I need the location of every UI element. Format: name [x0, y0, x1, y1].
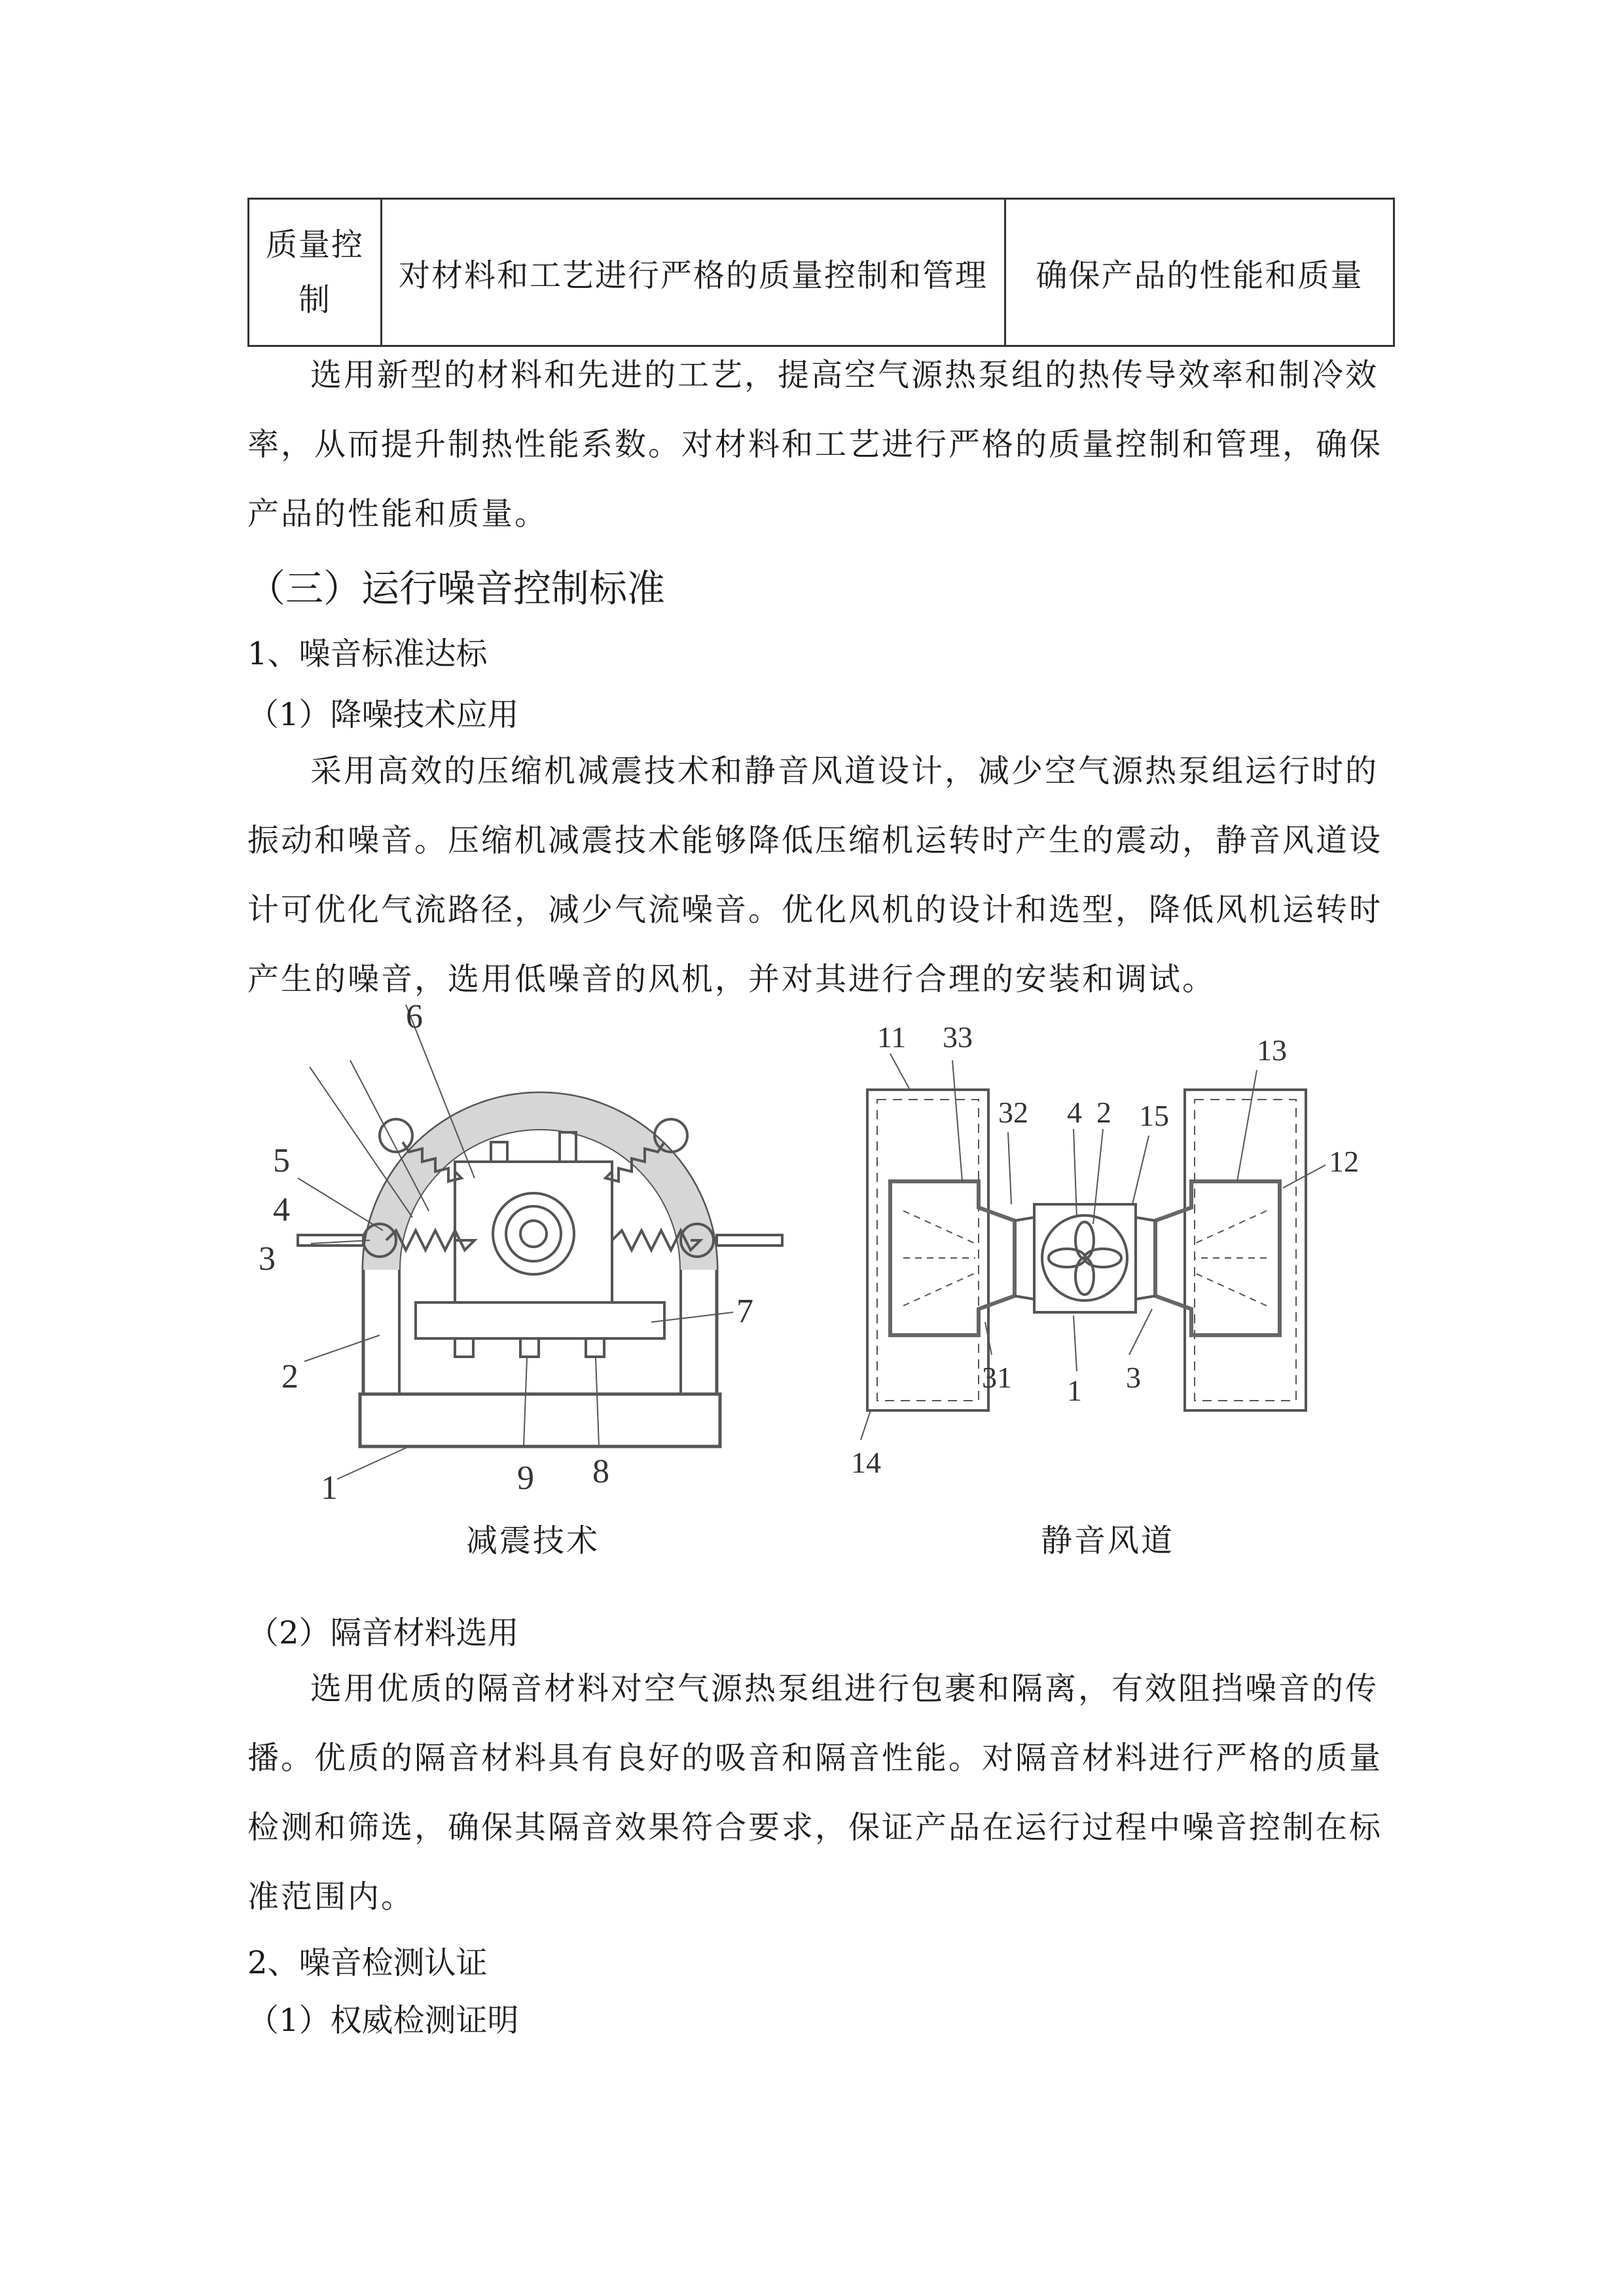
caption-silent-duct: 静音风道 [1041, 1522, 1175, 1559]
subheading-noise-certification: 2、噪音检测认证 [247, 1945, 488, 1981]
paragraph-line: 选用新型的材料和先进的工艺，提高空气源热泵组的热传导效率和制冷效 [310, 357, 1379, 393]
label-12: 12 [1329, 1145, 1359, 1178]
subheading-soundproof-material: （2）隔音材料选用 [247, 1615, 519, 1651]
paragraph-line: 检测和筛选，确保其隔音效果符合要求，保证产品在运行过程中噪音控制在标 [247, 1809, 1383, 1846]
paragraph-line: 产品的性能和质量。 [247, 495, 549, 532]
paragraph-line: 准范围内。 [247, 1878, 415, 1915]
label-14: 14 [851, 1446, 881, 1479]
paragraph-line: 率，从而提升制热性能系数。对材料和工艺进行严格的质量控制和管理，确保 [247, 426, 1383, 463]
label-1: 1 [321, 1469, 338, 1505]
subheading-noise-standard: 1、噪音标准达标 [247, 636, 488, 672]
paragraph-line: 计可优化气流路径，减少气流噪音。优化风机的设计和选型，降低风机运转时 [247, 891, 1383, 928]
paragraph-line: 采用高效的压缩机减震技术和静音风道设计，减少空气源热泵组运行时的 [310, 753, 1379, 789]
table-cell-category: 质量控制 [249, 199, 382, 346]
label-6: 6 [406, 998, 423, 1035]
label-9: 9 [517, 1460, 534, 1497]
silent-duct-diagram [851, 1008, 1414, 1505]
label-1: 1 [1067, 1374, 1082, 1407]
label-11: 11 [877, 1020, 907, 1054]
label-33: 33 [943, 1020, 973, 1054]
quality-table [247, 198, 1395, 347]
paragraph-line: 产生的噪音，选用低噪音的风机，并对其进行合理的安装和调试。 [247, 961, 1216, 997]
paragraph-line: 播。优质的隔音材料具有良好的吸音和隔音性能。对隔音材料进行严格的质量 [247, 1740, 1383, 1776]
label-13: 13 [1257, 1033, 1287, 1067]
subheading-noise-tech: （1）降噪技术应用 [247, 696, 519, 733]
caption-damping: 减震技术 [466, 1522, 600, 1559]
label-2: 2 [281, 1358, 298, 1395]
label-4: 4 [1067, 1096, 1082, 1129]
paragraph-materials [247, 340, 1399, 548]
paragraph-soundproof [247, 1654, 1399, 1931]
table-cell-goal: 确保产品的性能和质量 [1005, 199, 1394, 346]
label-2: 2 [1096, 1096, 1111, 1129]
table-row [249, 199, 1394, 346]
label-31: 31 [982, 1361, 1012, 1394]
damping-diagram [259, 995, 821, 1505]
paragraph-line: 振动和噪音。压缩机减震技术能够降低压缩机运转时产生的震动，静音风道设 [247, 822, 1383, 859]
paragraph-line: 选用优质的隔音材料对空气源热泵组进行包裹和隔离，有效阻挡噪音的传 [310, 1670, 1379, 1707]
label-3: 3 [259, 1240, 276, 1278]
label-3: 3 [1126, 1361, 1141, 1394]
paragraph-noise-tech [247, 736, 1399, 1014]
section-heading-noise: （三）运行噪音控制标准 [247, 566, 666, 611]
label-15: 15 [1139, 1099, 1169, 1132]
label-32: 32 [998, 1096, 1028, 1129]
label-8: 8 [592, 1453, 609, 1490]
label-4: 4 [273, 1191, 290, 1229]
label-5: 5 [273, 1142, 290, 1179]
label-7: 7 [736, 1293, 753, 1330]
table-cell-measure: 对材料和工艺进行严格的质量控制和管理 [382, 199, 1005, 346]
subheading-authority-test: （1）权威检测证明 [247, 2002, 519, 2039]
